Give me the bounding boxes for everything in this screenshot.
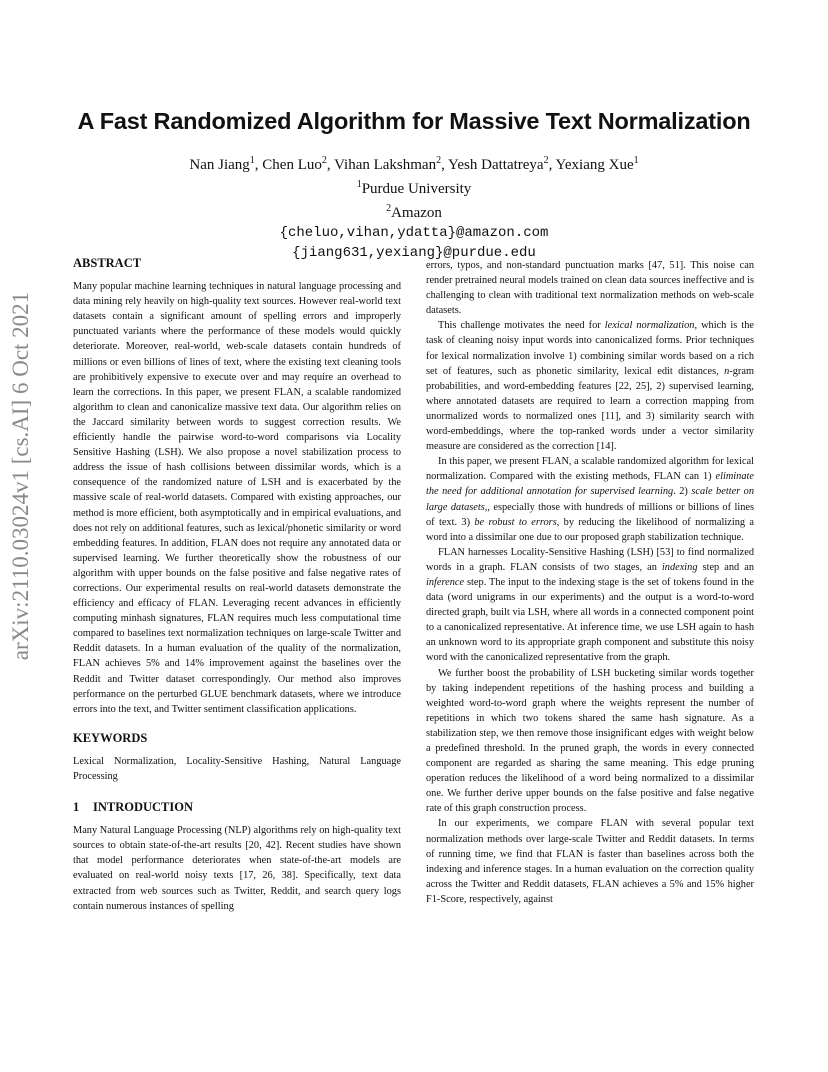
author-list: Nan Jiang$^1$, Chen Luo$^2$, Vihan Lakshman$^2$, Yesh Dattatreya$^2$, Yexiang Xue$^1$ bbox=[189, 155, 639, 173]
emphasis: n bbox=[724, 365, 730, 377]
abstract-text: Many popular machine learning techniques in natural language processing and data mining rely heavily on high-quality text sources. However real-world text datasets contain a significant amount of spelling errors and improperly punctuated variants where the performance of these models would quickly deteriorate. Moreover, real-world, web-scale datasets contain hundreds of millions or even billions of lines of text, where the existing text cleaning tools are prohibitively expensive to execute over and may require an overhead to learn the corrections. In this paper, we present FLAN, a scalable randomized algorithm to clean and canonicalize massive text data. Our algorithm relies on the Jaccard similarity between words to suggest correction results. We efficiently handle the pairwise word-to-word comparisons via Locality Sensitive Hashing (LSH). We also propose a novel stabilization process to address the issue of hash collisions between dissimilar words, which is a consequence of the randomized nature of LSH and is exacerbated by the massive scale of real-world datasets. Compared with existing approaches, our method is more efficient, both asymptotically and in empirical evaluations, and does not rely on additional features, such as lexical/phonetic similarity or word embedding features. In addition, FLAN does not require any annotated data or supervised learning. We further theoretically show the robustness of our algorithm with upper bounds on the false positive and false negative rates of corrections. Our experimental results on real-world datasets demonstrate the efficiency and efficacy of FLAN. Leveraging recent advances in efficiently computing minhash signatures, FLAN requires much less computational time compared to baselines text normalization techniques on large-scale Twitter and Reddit datasets. In a human evaluation of the quality of the normalization, FLAN achieves 5% and 14% improvement against the baselines over the Reddit and Twitter dataset correspondingly. Our method also improves performance on the perturbed GLUE benchmark datasets, where we introduce errors into the text, and Twitter sentiment classification applications. bbox=[73, 281, 401, 715]
affiliation-marker: 1 bbox=[356, 179, 362, 190]
body-paragraph bbox=[426, 545, 754, 666]
affiliation-marker: 2 bbox=[543, 155, 549, 166]
text-run: In this paper, we present FLAN, a scalable randomized algorithm for lexical normalization. Compared with the existing methods, FLAN can 1) bbox=[426, 456, 754, 483]
section-title: INTRODUCTION bbox=[93, 800, 194, 815]
emphasis: be robust to errors bbox=[474, 516, 557, 528]
body-paragraph: errors, typos, and non-standard punctuation marks [47, 51]. This noise can render pretrained neural models trained on clean data sources ineffective and is challenging to clean with traditional text normalization methods on web-scale datasets. bbox=[426, 260, 754, 317]
body-paragraph bbox=[426, 318, 754, 454]
email-amazon: {cheluo,vihan,ydatta}@amazon.com bbox=[279, 225, 549, 241]
author-name: Yexiang Xue bbox=[555, 157, 634, 173]
emphasis: indexing bbox=[661, 561, 698, 573]
keywords-text: Lexical Normalization, Locality-Sensitive Hashing, Natural Language Processing bbox=[73, 755, 401, 782]
affiliation-marker: 1 bbox=[249, 155, 255, 166]
keywords-heading: KEYWORDS bbox=[73, 730, 148, 745]
affiliation-marker: 2 bbox=[436, 155, 442, 166]
text-run: , which is the task of cleaning noisy input words into canonicalized forms. Prior techniques for lexical normalization involve 1) combining similar words based on a rich set of features, such as phonetic similarity, lexical edit distances, bbox=[426, 320, 754, 377]
author-name: Nan Jiang bbox=[189, 157, 250, 173]
text-run: step. The input to the indexing stage is the set of tokens found in the data (word unigrams in our experiments) and the output is a word-to-word directed graph, built via LSH, where all words in a connected component point to a canonicalized representative. At inference time, we use LSH again to hash an unknown word to its appropriate graph component and substitute this noisy word with the canonicalized representative from the graph. bbox=[426, 576, 754, 664]
emphasis: inference bbox=[426, 576, 465, 588]
intro-paragraph: Many Natural Language Processing (NLP) algorithms rely on high-quality text sources to obtain state-of-the-art results [20, 42]. Recent studies have shown that model performance deteriorates when state-of-the-art models are evaluated on real-world noisy texts [17, 26, 38]. Specifically, text data extracted from web sources such as Twitter, Reddit, and search query logs contain numerous instances of spelling bbox=[73, 825, 401, 912]
emphasis: eliminate the need for additional annotation for supervised learning bbox=[426, 471, 754, 498]
author-name: Yesh Dattatreya bbox=[448, 157, 544, 173]
author-name: Chen Luo bbox=[262, 157, 322, 173]
emphasis: scale better on large datasets, bbox=[426, 486, 754, 513]
section-number: 1 bbox=[73, 800, 80, 815]
author-name: Vihan Lakshman bbox=[334, 157, 437, 173]
affiliation-name: Amazon bbox=[391, 205, 442, 221]
affiliation-name: Purdue University bbox=[361, 181, 472, 197]
affiliation-purdue bbox=[0, 175, 828, 199]
body-paragraph bbox=[426, 454, 754, 545]
arxiv-watermark: arXiv:2110.03024v1 [cs.AI] 6 Oct 2021 bbox=[8, 291, 33, 661]
text-run: FLAN harnesses Locality-Sensitive Hashing (LSH) [53] to find normalized words in a graph. FLAN consists of two stages, an bbox=[426, 546, 754, 573]
affiliation-amazon bbox=[0, 199, 828, 223]
left-column bbox=[73, 256, 401, 914]
text-run: , by reducing the likelihood of normalizing a word into a dissimilar one due to our proposed graph stabilization technique. bbox=[426, 516, 755, 543]
affiliation-marker: 2 bbox=[386, 203, 392, 214]
body-paragraph: In our experiments, we compare FLAN with several popular text normalization methods over large-scale Twitter and Reddit datasets. In terms of running time, we find that FLAN is faster than baselines across both the indexing and inference stages. In a human evaluation on the correction quality across the Twitter and Reddit datasets, FLAN achieves a 5% and 15% higher F1-Score, respectively, against bbox=[426, 818, 754, 905]
right-column bbox=[426, 258, 754, 907]
introduction-heading bbox=[73, 800, 401, 815]
author-block bbox=[0, 151, 828, 263]
text-run: , especially those with hundreds of millions or billions of lines of text. 3) bbox=[426, 501, 755, 528]
affiliation-marker: 2 bbox=[321, 155, 327, 166]
text-run: . 2) bbox=[673, 486, 692, 498]
text-run: -gram probabilities, and word-embedding features [22, 25], 2) supervised learning, where annotated datasets are required to learn a correction mapping from unormalized words to normalized ones [11], and 3) similarity search with word-embeddings, where the top-ranked words under a vector similarity measure are considered as the correction [14]. bbox=[426, 365, 754, 453]
emphasis: lexical normalization bbox=[604, 320, 695, 332]
abstract-heading: ABSTRACT bbox=[73, 256, 142, 270]
body-paragraph: We further boost the probability of LSH bucketing similar words together by taking independent repetitions of the hashing process and building a weighted word-to-word graph where the weights represent the number of repetitions in which two tokens shared the same hash signature. As a stabilization step, we then remove those insignificant edges with weight below a predefined threshold. In the pruned graph, the words in every connected component are regarded as sharing the same meaning. This edge pruning operation reduces the likelihood of a word being normalized to a dissimilar one. We further derive upper bounds on the false positive and false negative rate of this graph construction process. bbox=[426, 667, 754, 815]
affiliation-marker: 1 bbox=[633, 155, 639, 166]
email-purdue: {jiang631,yexiang}@purdue.edu bbox=[292, 245, 536, 261]
text-run: This challenge motivates the need for bbox=[438, 320, 605, 332]
text-run: step and an bbox=[697, 561, 754, 573]
paper-title: A Fast Randomized Algorithm for Massive Text Normalization bbox=[77, 108, 751, 134]
